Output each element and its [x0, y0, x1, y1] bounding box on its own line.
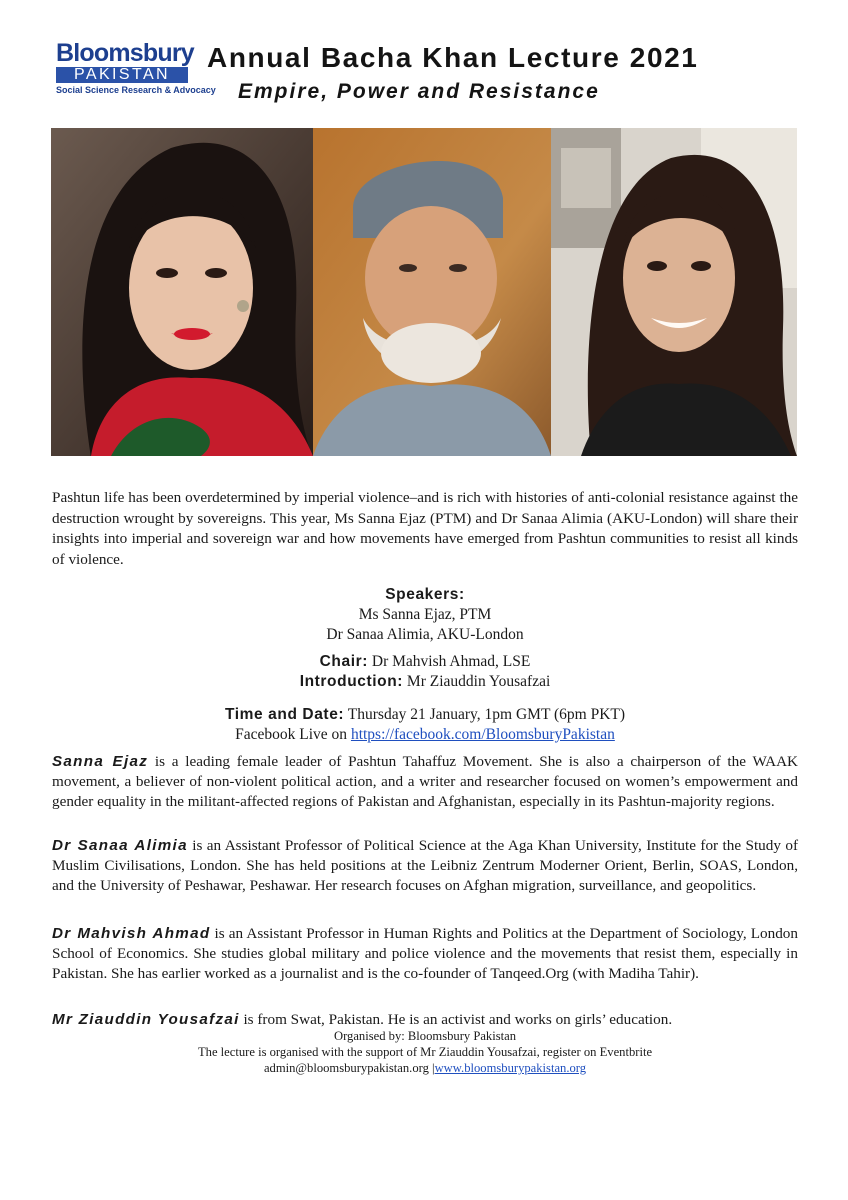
intro-paragraph: Pashtun life has been overdetermined by imperial violence–and is rich with histories of anti-colonial resistance against the destruction wrought by sovereigns. This year, Ms Sanna Ejaz (PTM) and Dr Sanaa Alimia (AKU-London) will share their insights into imperial and sovereign war and how movements have emerged from Pashtun communities to resist all kinds of violence.: [52, 489, 798, 568]
introduction-value: Mr Ziauddin Yousafzai: [406, 673, 551, 690]
page-subtitle: Empire, Power and Resistance: [238, 80, 600, 103]
introduction-line: [52, 672, 798, 692]
support-note: The lecture is organised with the support of Mr Ziauddin Yousafzai, register on Eventbrite: [197, 1045, 653, 1059]
bio-text: is an Assistant Professor in Human Rights and Politics at the Department of Sociology, London School of Economics. She studies global military and police violence and the movements that resist them, especially in Pakistan. She has earlier worked as a journalist and is the co-founder of Tanqeed.Org (with Madiha Tahir).: [52, 925, 798, 982]
time-value: Thursday 21 January, 1pm GMT (6pm PKT): [347, 706, 626, 723]
speaker-photo-sanaa-alimia: [551, 128, 797, 456]
bio-name: Dr Sanaa Alimia: [52, 837, 188, 854]
bio-text: is an Assistant Professor of Political Science at the Aga Khan University, Institute for the Study of Muslim Civilisations, London. She has held positions at the Leibniz Zentrum Moderner Orient, Berlin, SOAS, London, and the University of Peshawar, Peshawar. Her research focuses on Afghan migration, surveillance, and geopolitics.: [52, 837, 799, 894]
speaker-photo-strip: [51, 128, 797, 456]
bio-name: Mr Ziauddin Yousafzai: [52, 1011, 240, 1028]
logo-tagline: Social Science Research & Advocacy: [56, 85, 216, 95]
facebook-live-prefix: Facebook Live on: [235, 726, 348, 743]
time-label: Time and Date:: [224, 706, 345, 723]
logo-wordmark: Bloomsbury: [56, 39, 194, 67]
chair-value: Dr Mahvish Ahmad, LSE: [371, 653, 531, 670]
bio-sanna-ejaz: [52, 752, 798, 812]
time-line: [52, 705, 798, 725]
facebook-live-line: [52, 725, 798, 745]
contact-email: admin@bloomsburypakistan.org: [263, 1061, 429, 1075]
footer: [52, 1028, 798, 1076]
bio-ziauddin-yousafzai: [52, 1010, 798, 1030]
chair-section: [52, 652, 798, 692]
website-link[interactable]: www.bloomsburypakistan.org: [434, 1061, 587, 1075]
bio-text: is from Swat, Pakistan. He is an activist and works on girls’ education.: [243, 1011, 673, 1028]
speaker-item: Dr Sanaa Alimia, AKU-London: [326, 626, 524, 643]
bio-sanaa-alimia: [52, 836, 798, 896]
organised-by: Organised by: Bloomsbury Pakistan: [333, 1029, 517, 1043]
event-section: [52, 705, 798, 745]
introduction-label: Introduction:: [299, 673, 404, 690]
chair-label: Chair:: [319, 653, 369, 670]
speaker-photo-sanna-ejaz: [51, 128, 313, 456]
contact-line: [52, 1060, 798, 1076]
logo-country: PAKISTAN: [56, 67, 188, 83]
bio-name: Sanna Ejaz: [52, 753, 149, 770]
bio-mahvish-ahmad: [52, 924, 798, 984]
speakers-section: [52, 585, 798, 645]
contact-separator: |: [432, 1061, 435, 1075]
bio-name: Dr Mahvish Ahmad: [52, 925, 211, 942]
speakers-heading: Speakers:: [385, 586, 465, 603]
bio-text: is a leading female leader of Pashtun Tahaffuz Movement. She is also a chairperson of the WAAK movement, a believer of non-violent political action, and a writer and researcher focused on women’s empowerment and gender equality in the militant-affected regions of Pakistan and Afghanistan, especially in its Pashtun-majority regions.: [52, 753, 799, 810]
page-title: Annual Bacha Khan Lecture 2021: [207, 42, 699, 73]
chair-line: [52, 652, 798, 672]
facebook-link[interactable]: https://facebook.com/BloomsburyPakistan: [350, 726, 615, 743]
speaker-item: Ms Sanna Ejaz, PTM: [358, 606, 492, 623]
bloomsbury-pakistan-logo: [56, 39, 216, 95]
bacha-khan-portrait: [313, 128, 551, 456]
